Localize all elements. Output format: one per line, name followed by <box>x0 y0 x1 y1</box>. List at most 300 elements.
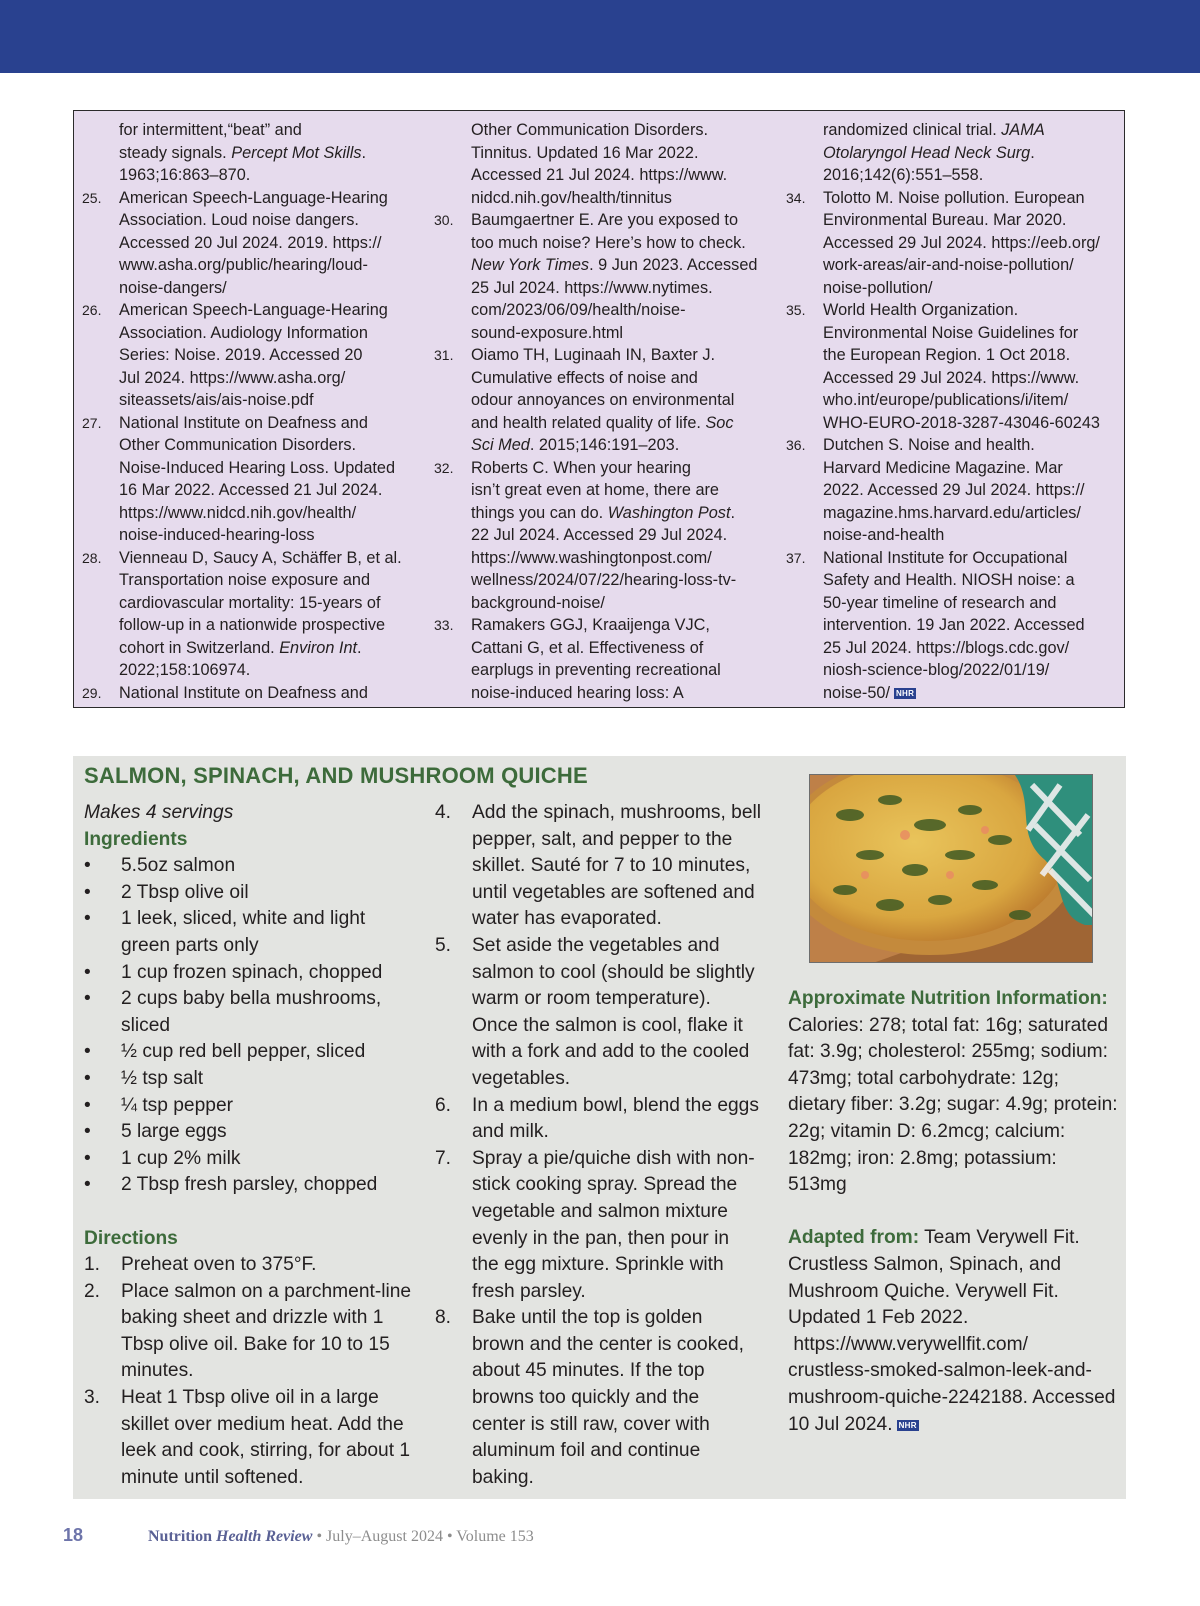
text-line: 513mg <box>788 1174 847 1196</box>
reference-line <box>82 367 419 390</box>
reference-line <box>786 254 1119 277</box>
reference-line <box>434 254 764 277</box>
reference-text: noise-induced-hearing-loss <box>119 526 315 544</box>
reference-text: www.asha.org/public/hearing/loud- <box>119 256 368 274</box>
bullet: • <box>84 855 91 877</box>
item-text: 2 Tbsp olive oil <box>121 881 249 903</box>
list-item-line <box>435 853 775 880</box>
reference-item <box>434 614 764 637</box>
reference-line <box>82 592 419 615</box>
reference-line <box>434 524 764 547</box>
reference-text: https://www.washingtonpost.com/ <box>471 548 712 567</box>
reference-number: 25. <box>82 189 102 206</box>
reference-line <box>82 569 419 592</box>
recipe-column-2 <box>435 800 775 1491</box>
reference-text: work-areas/air-and-noise-pollution/ <box>823 256 1074 274</box>
reference-line <box>434 412 764 435</box>
step-number: 1. <box>84 1254 101 1276</box>
reference-item <box>434 457 764 480</box>
spacer <box>788 1199 1123 1226</box>
reference-text: Accessed 20 Jul 2024. 2019. https:// <box>119 233 382 252</box>
reference-line <box>434 299 764 322</box>
reference-text: sound-exposure.html <box>471 323 624 342</box>
reference-text: noise-50/ <box>823 683 890 702</box>
reference-line <box>786 637 1119 660</box>
item-text: 1 cup frozen spinach, chopped <box>121 961 383 983</box>
item-text: 2 cups baby bella mushrooms, <box>121 988 382 1010</box>
list-item-line <box>435 1066 775 1093</box>
text-line: mushroom-quiche-2242188. Accessed <box>788 1386 1116 1408</box>
item-text: Set aside the vegetables and <box>472 934 720 956</box>
reference-line <box>82 142 419 165</box>
reference-text: 16 Mar 2022. Accessed 21 Jul 2024. <box>119 481 383 499</box>
reference-text: 50-year timeline of research and <box>823 593 1057 612</box>
ingredient-item <box>84 1172 424 1199</box>
reference-item <box>434 209 764 232</box>
reference-text: background-noise/ <box>471 593 605 612</box>
reference-line <box>82 614 419 637</box>
reference-line <box>82 232 419 255</box>
item-text: 5 large eggs <box>121 1121 227 1143</box>
reference-line <box>786 119 1119 142</box>
bullet: • <box>84 961 91 983</box>
list-item-line <box>84 1305 424 1332</box>
list-item-line <box>84 1465 424 1492</box>
reference-item <box>82 412 419 435</box>
list-item-line <box>84 1412 424 1439</box>
reference-text: Series: Noise. 2019. Accessed 20 <box>119 346 363 364</box>
reference-line <box>786 142 1119 165</box>
reference-line <box>434 569 764 592</box>
item-text: vegetables. <box>472 1067 571 1089</box>
text-line: crustless-smoked-salmon-leek-and- <box>788 1360 1092 1382</box>
reference-number: 37. <box>786 549 806 566</box>
text-line: Calories: 278; total fat: 16g; saturated <box>788 1014 1108 1036</box>
reference-text: things you can do. Washington Post. <box>471 503 736 522</box>
reference-line <box>434 592 764 615</box>
reference-text: Environmental Noise Guidelines for <box>823 323 1079 342</box>
reference-text: Cumulative effects of noise and <box>471 368 698 387</box>
bullet: • <box>84 1147 91 1169</box>
reference-line <box>786 277 1119 300</box>
reference-item <box>786 547 1119 570</box>
reference-line <box>434 187 764 210</box>
reference-text: noise-pollution/ <box>823 278 933 297</box>
item-text: fresh parsley. <box>472 1280 586 1302</box>
bullet: • <box>84 1174 91 1196</box>
item-text: with a fork and add to the cooled <box>472 1041 750 1063</box>
reference-text: Ramakers GGJ, Kraaijenga VJC, <box>471 616 710 634</box>
reference-text: odour annoyances on environmental <box>471 391 735 409</box>
ingredient-item <box>84 1146 424 1173</box>
item-text: Heat 1 Tbsp olive oil in a large <box>121 1387 379 1409</box>
reference-item <box>786 299 1119 322</box>
reference-line <box>434 502 764 525</box>
reference-text: niosh-science-blog/2022/01/19/ <box>823 661 1050 679</box>
quiche-illustration <box>810 775 1093 963</box>
reference-text: Roberts C. When your hearing <box>471 458 691 477</box>
reference-text: Association. Loud noise dangers. <box>119 211 359 229</box>
servings-note: Makes 4 servings <box>84 802 234 823</box>
bullet: • <box>84 1121 91 1143</box>
reference-line <box>82 434 419 457</box>
bullet: • <box>84 1041 91 1063</box>
list-item-line <box>84 1438 424 1465</box>
reference-line <box>82 659 419 682</box>
reference-number: 33. <box>434 617 454 633</box>
reference-line <box>82 389 419 412</box>
reference-text: who.int/europe/publications/i/item/ <box>823 391 1069 409</box>
reference-number: 28. <box>82 549 102 566</box>
reference-line <box>82 524 419 547</box>
list-item-line <box>435 1039 775 1066</box>
ingredient-item <box>84 906 424 933</box>
reference-text: isn’t great even at home, there are <box>471 481 719 499</box>
reference-number: 35. <box>786 302 806 318</box>
item-text: salmon to cool (should be slightly <box>472 961 755 983</box>
reference-item <box>434 344 764 367</box>
reference-text: Tinnitus. Updated 16 Mar 2022. <box>471 143 699 162</box>
recipe-title: SALMON, SPINACH, AND MUSHROOM QUICHE <box>84 763 588 788</box>
references-column-1 <box>82 119 419 704</box>
reference-line <box>82 457 419 480</box>
reference-text: magazine.hms.harvard.edu/articles/ <box>823 503 1081 522</box>
text-line: Crustless Salmon, Spinach, and <box>788 1253 1062 1275</box>
reference-text: Safety and Health. NIOSH noise: a <box>823 571 1075 589</box>
reference-line <box>786 389 1119 412</box>
item-text: and milk. <box>472 1121 549 1143</box>
item-text: baking. <box>472 1466 534 1488</box>
reference-text: wellness/2024/07/22/hearing-loss-tv- <box>471 571 737 589</box>
reference-text: Accessed 29 Jul 2024. https://www. <box>823 368 1080 387</box>
reference-line <box>786 659 1119 682</box>
list-item-line <box>435 1438 775 1465</box>
reference-text: intervention. 19 Jan 2022. Accessed <box>823 616 1085 634</box>
item-text: 1 leek, sliced, white and light <box>121 908 366 930</box>
reference-number: 32. <box>434 459 454 476</box>
reference-text: Noise-Induced Hearing Loss. Updated <box>119 458 396 477</box>
ingredient-item <box>84 1039 424 1066</box>
item-text: aluminum foil and continue <box>472 1440 701 1462</box>
reference-line <box>786 322 1119 345</box>
item-text: baking sheet and drizzle with 1 <box>121 1307 384 1329</box>
item-text: browns too quickly and the <box>472 1387 700 1409</box>
item-text: 5.5oz salmon <box>121 855 236 877</box>
reference-line <box>786 614 1119 637</box>
reference-text: Cattani G, et al. Effectiveness of <box>471 638 704 657</box>
list-item-line <box>84 1332 424 1359</box>
ingredient-item <box>84 880 424 907</box>
spacer <box>84 1199 424 1226</box>
list-item-line <box>435 1252 775 1279</box>
reference-text: American Speech-Language-Hearing <box>119 301 388 319</box>
list-item-line <box>435 1385 775 1412</box>
item-text: ½ cup red bell pepper, sliced <box>121 1041 366 1063</box>
text-line: Adapted from: Team Verywell Fit. <box>788 1227 1080 1249</box>
text-line: Updated 1 Feb 2022. <box>788 1307 969 1329</box>
direction-step <box>435 800 775 827</box>
text-line: 182mg; iron: 2.8mg; potassium: <box>788 1147 1057 1169</box>
direction-step <box>84 1385 424 1412</box>
reference-text: 25 Jul 2024. https://www.nytimes. <box>471 278 713 297</box>
reference-text: for intermittent,“beat” and <box>119 121 302 139</box>
reference-text: earplugs in preventing recreational <box>471 661 721 679</box>
quiche-photo <box>809 774 1093 963</box>
references-box <box>73 110 1125 708</box>
item-text: minute until softened. <box>121 1466 304 1488</box>
reference-line <box>434 142 764 165</box>
reference-line <box>434 547 764 570</box>
item-text: skillet over medium heat. Add the <box>121 1413 404 1435</box>
item-text: 1 cup 2% milk <box>121 1147 241 1169</box>
step-number: 6. <box>435 1094 452 1116</box>
reference-number: 29. <box>82 684 102 701</box>
item-text: Preheat oven to 375°F. <box>121 1254 317 1276</box>
reference-number: 26. <box>82 302 102 318</box>
list-item-line <box>435 986 775 1013</box>
reference-line <box>786 682 1119 705</box>
references-column-3 <box>786 119 1119 704</box>
reference-text: National Institute on Deafness and <box>119 683 368 702</box>
item-text: 2 Tbsp fresh parsley, chopped <box>121 1174 378 1196</box>
reference-text: Sci Med. 2015;146:191–203. <box>471 436 680 454</box>
reference-line <box>786 367 1119 390</box>
reference-text: 22 Jul 2024. Accessed 29 Jul 2024. <box>471 526 728 544</box>
text-line: Mushroom Quiche. Verywell Fit. <box>788 1280 1059 1302</box>
reference-line <box>434 164 764 187</box>
reference-text: too much noise? Here’s how to check. <box>471 233 746 252</box>
list-item-line <box>435 1119 775 1146</box>
text-line: https://www.verywellfit.com/ <box>788 1333 1028 1355</box>
reference-line <box>82 344 419 367</box>
direction-step <box>84 1252 424 1279</box>
reference-line <box>786 412 1119 435</box>
reference-text: https://www.nidcd.nih.gov/health/ <box>119 503 357 522</box>
reference-line <box>434 232 764 255</box>
reference-line <box>786 592 1119 615</box>
reference-line <box>82 254 419 277</box>
reference-line <box>786 502 1119 525</box>
reference-text: follow-up in a nationwide prospective <box>119 616 386 634</box>
reference-line <box>434 367 764 390</box>
item-text: until vegetables are softened and <box>472 881 755 903</box>
step-number: 8. <box>435 1307 452 1329</box>
reference-number: 30. <box>434 212 454 228</box>
reference-text: nidcd.nih.gov/health/tinnitus <box>471 188 672 207</box>
reference-text: Accessed 21 Jul 2024. https://www. <box>471 166 728 184</box>
references-column-2 <box>434 119 764 704</box>
reference-text: and health related quality of life. Soc <box>471 413 734 432</box>
ingredient-item <box>84 960 424 987</box>
list-item-line <box>435 1332 775 1359</box>
reference-line <box>82 502 419 525</box>
reference-number: 27. <box>82 414 102 431</box>
reference-line <box>434 322 764 345</box>
item-text: leek and cook, stirring, for about 1 <box>121 1440 411 1462</box>
list-item-line <box>435 960 775 987</box>
issue-info: • July–August 2024 • Volume 153 <box>312 1528 534 1545</box>
item-text: Spray a pie/quiche dish with non- <box>472 1147 755 1169</box>
item-text: evenly in the pan, then pour in <box>472 1227 730 1249</box>
item-text: about 45 minutes. If the top <box>472 1360 705 1382</box>
reference-text: American Speech-Language-Hearing <box>119 188 388 207</box>
bullet: • <box>84 1067 91 1089</box>
reference-text: World Health Organization. <box>823 301 1019 319</box>
page-number: 18 <box>63 1525 84 1545</box>
item-text: ½ tsp salt <box>121 1067 204 1089</box>
item-text: minutes. <box>121 1360 194 1382</box>
bullet: • <box>84 1094 91 1116</box>
bullet: • <box>84 881 91 903</box>
reference-text: Other Communication Disorders. <box>119 436 357 454</box>
reference-text: noise-dangers/ <box>119 278 227 297</box>
item-text: Bake until the top is golden <box>472 1307 703 1329</box>
reference-text: 2022. Accessed 29 Jul 2024. https:// <box>823 481 1085 499</box>
reference-text: noise-induced hearing loss: A <box>471 683 684 702</box>
reference-text: Harvard Medicine Magazine. Mar <box>823 458 1063 477</box>
reference-line <box>434 479 764 502</box>
list-item-line <box>435 1013 775 1040</box>
reference-text: Baumgaertner E. Are you exposed to <box>471 211 738 229</box>
reference-line <box>434 277 764 300</box>
text-line: 473mg; total carbohydrate: 12g; <box>788 1067 1059 1089</box>
direction-step <box>435 1146 775 1173</box>
reference-item <box>82 682 419 705</box>
list-item-line <box>84 933 424 960</box>
item-text: green parts only <box>121 934 259 956</box>
reference-item <box>82 187 419 210</box>
reference-text: Environmental Bureau. Mar 2020. <box>823 211 1067 229</box>
item-text: Tbsp olive oil. Bake for 10 to 15 <box>121 1333 390 1355</box>
list-item-line <box>435 1172 775 1199</box>
list-item-line <box>435 880 775 907</box>
item-text: Add the spinach, mushrooms, bell <box>472 802 762 823</box>
reference-text: National Institute for Occupational <box>823 548 1068 567</box>
item-text: the egg mixture. Sprinkle with <box>472 1254 724 1276</box>
reference-text: noise-and-health <box>823 526 945 544</box>
reference-number: 31. <box>434 347 454 363</box>
reference-text: Vienneau D, Saucy A, Schäffer B, et al. <box>119 548 402 567</box>
reference-item <box>82 299 419 322</box>
header-band <box>0 0 1200 73</box>
reference-item <box>786 434 1119 457</box>
reference-line <box>786 164 1119 187</box>
reference-text: 25 Jul 2024. https://blogs.cdc.gov/ <box>823 638 1070 657</box>
reference-item <box>786 187 1119 210</box>
item-text: Place salmon on a parchment-line <box>121 1280 412 1302</box>
text-line: 22g; vitamin D: 6.2mcg; calcium: <box>788 1120 1066 1142</box>
reference-number: 34. <box>786 189 806 206</box>
item-text: sliced <box>121 1014 171 1036</box>
ingredient-item <box>84 1093 424 1120</box>
reference-line <box>786 209 1119 232</box>
step-number: 5. <box>435 934 452 956</box>
list-item-line <box>84 1013 424 1040</box>
reference-line <box>82 479 419 502</box>
direction-step <box>435 1093 775 1120</box>
reference-text: Otolaryngol Head Neck Surg. <box>823 143 1035 162</box>
reference-text: 2022;158:106974. <box>119 661 251 679</box>
direction-step <box>435 1305 775 1332</box>
reference-number: 36. <box>786 437 806 453</box>
ingredient-item <box>84 1119 424 1146</box>
reference-line <box>786 569 1119 592</box>
reference-line <box>82 209 419 232</box>
reference-line <box>82 164 419 187</box>
reference-text: 2016;142(6):551–558. <box>823 166 984 184</box>
item-text: skillet. Sauté for 7 to 10 minutes, <box>472 855 751 877</box>
reference-line <box>434 119 764 142</box>
reference-text: siteassets/ais/ais-noise.pdf <box>119 391 314 409</box>
nhr-logo-icon: NHR <box>895 688 915 698</box>
step-number: 7. <box>435 1147 452 1169</box>
section-heading: Approximate Nutrition Information: <box>788 988 1108 1009</box>
list-item-line <box>435 1199 775 1226</box>
bullet: • <box>84 988 91 1010</box>
item-text: warm or room temperature). <box>472 988 711 1010</box>
text-line: 10 Jul 2024. NHR <box>788 1413 917 1435</box>
reference-line <box>82 119 419 142</box>
item-text: pepper, salt, and pepper to the <box>472 828 733 850</box>
reference-text: WHO-EURO-2018-3287-43046-60243 <box>823 413 1100 432</box>
bullet: • <box>84 908 91 930</box>
reference-text: Dutchen S. Noise and health. <box>823 436 1035 454</box>
reference-line <box>786 479 1119 502</box>
list-item-line <box>435 1465 775 1492</box>
reference-line <box>434 659 764 682</box>
reference-text: National Institute on Deafness and <box>119 413 368 432</box>
item-text: brown and the center is cooked, <box>472 1333 744 1355</box>
list-item-line <box>435 1279 775 1306</box>
reference-text: cardiovascular mortality: 15-years of <box>119 593 381 612</box>
publication-info <box>148 1528 534 1546</box>
reference-text: the European Region. 1 Oct 2018. <box>823 346 1071 364</box>
section-heading: Ingredients <box>84 828 188 850</box>
reference-text: steady signals. Percept Mot Skills. <box>119 143 367 162</box>
publication-name: Nutrition Health Review <box>148 1528 313 1545</box>
reference-text: cohort in Switzerland. Environ Int. <box>119 638 362 657</box>
item-text: Once the salmon is cool, flake it <box>472 1014 743 1036</box>
reference-text: Association. Audiology Information <box>119 323 368 342</box>
list-item-line <box>435 906 775 933</box>
nhr-logo-icon: NHR <box>898 1420 917 1430</box>
text-line: dietary fiber: 3.2g; sugar: 4.9g; protein: <box>788 1094 1118 1116</box>
section-heading: Directions <box>84 1227 178 1249</box>
reference-item <box>82 547 419 570</box>
item-text: center is still raw, cover with <box>472 1413 710 1435</box>
list-item-line <box>84 1358 424 1385</box>
list-item-line <box>435 1358 775 1385</box>
ingredient-item <box>84 853 424 880</box>
list-item-line <box>435 827 775 854</box>
item-text: stick cooking spray. Spread the <box>472 1174 738 1196</box>
reference-text: Oiamo TH, Luginaah IN, Baxter J. <box>471 346 716 364</box>
reference-text: Transportation noise exposure and <box>119 571 371 589</box>
reference-line <box>434 682 764 705</box>
reference-text: com/2023/06/09/health/noise- <box>471 301 686 319</box>
reference-line <box>786 524 1119 547</box>
reference-text: Accessed 29 Jul 2024. https://eeb.org/ <box>823 233 1100 252</box>
item-text: In a medium bowl, blend the eggs <box>472 1094 759 1116</box>
reference-line <box>434 389 764 412</box>
step-number: 4. <box>435 802 452 823</box>
recipe-column-1 <box>84 800 424 1491</box>
item-text: ¼ tsp pepper <box>121 1094 234 1116</box>
reference-text: 1963;16:863–870. <box>119 166 251 184</box>
reference-line <box>82 322 419 345</box>
reference-text: Tolotto M. Noise pollution. European <box>823 188 1085 207</box>
reference-line <box>82 637 419 660</box>
